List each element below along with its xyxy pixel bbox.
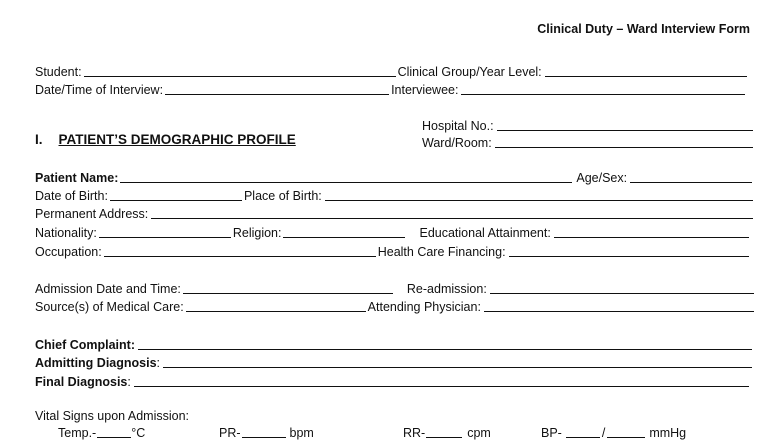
readmission-field[interactable]: [490, 281, 754, 294]
health-care-financing-label: Health Care Financing:: [377, 245, 506, 259]
final-diagnosis-row: [35, 373, 752, 389]
patient-name-row: [35, 169, 755, 185]
date-time-field[interactable]: [165, 82, 389, 95]
section-title: PATIENT’S DEMOGRAPHIC PROFILE: [58, 132, 296, 147]
religion-field[interactable]: [283, 225, 405, 238]
pr-unit: bpm: [289, 426, 314, 440]
place-of-birth-field[interactable]: [325, 188, 753, 201]
patient-name-field[interactable]: [120, 170, 572, 183]
interviewee-label: Interviewee:: [391, 83, 459, 97]
clinical-group-label: Clinical Group/Year Level:: [397, 65, 542, 79]
age-sex-label: Age/Sex:: [576, 171, 628, 185]
rr-unit: cpm: [467, 426, 491, 440]
bp-label: BP-: [541, 426, 562, 440]
nationality-label: Nationality:: [35, 226, 97, 240]
sources-medical-care-field[interactable]: [186, 299, 366, 312]
bp-unit: mmHg: [649, 426, 687, 440]
hospital-no-label: Hospital No.:: [422, 119, 494, 133]
admission-date-time-label: Admission Date and Time:: [35, 282, 181, 296]
section-heading: [35, 132, 296, 147]
admitting-diagnosis-field[interactable]: [163, 355, 752, 368]
chief-complaint-field[interactable]: [138, 337, 752, 350]
vitals-heading: Vital Signs upon Admission:: [35, 409, 190, 423]
final-diagnosis-label: Final Diagnosis: [35, 375, 128, 389]
admission-date-time-field[interactable]: [183, 281, 393, 294]
date-of-birth-field[interactable]: [110, 188, 242, 201]
occupation-field[interactable]: [104, 244, 376, 257]
form-title: Clinical Duty – Ward Interview Form: [537, 22, 750, 36]
chief-complaint-row: [35, 336, 755, 352]
sources-medical-care-label: Source(s) of Medical Care:: [35, 300, 184, 314]
place-of-birth-label: Place of Birth:: [243, 189, 322, 203]
birth-row: [35, 187, 756, 203]
permanent-address-label: Permanent Address:: [35, 207, 149, 221]
bp-diastolic-field[interactable]: [607, 425, 645, 438]
attending-physician-field[interactable]: [484, 299, 754, 312]
hospital-no-row: [422, 117, 756, 133]
ward-room-row: [422, 134, 756, 150]
hospital-no-field[interactable]: [497, 118, 753, 131]
final-diagnosis-colon: :: [127, 375, 131, 389]
ward-room-field[interactable]: [495, 135, 753, 148]
final-diagnosis-field[interactable]: [134, 374, 749, 387]
attending-physician-label: Attending Physician:: [367, 300, 481, 314]
pr-group: [219, 424, 314, 440]
admitting-diagnosis-label: Admitting Diagnosis: [35, 356, 157, 370]
interviewee-field[interactable]: [461, 82, 745, 95]
section-number: I.: [35, 132, 43, 147]
educational-attainment-label: Educational Attainment:: [419, 226, 551, 240]
age-sex-field[interactable]: [630, 170, 752, 183]
student-label: Student:: [35, 65, 82, 79]
rr-label: RR-: [403, 426, 426, 440]
occupation-label: Occupation:: [35, 245, 102, 259]
temp-label: Temp.-: [58, 426, 97, 440]
temp-unit: °C: [131, 426, 146, 440]
permanent-address-field[interactable]: [151, 206, 753, 219]
admitting-diagnosis-row: [35, 354, 755, 370]
temp-field[interactable]: [97, 425, 131, 438]
sources-row: [35, 298, 757, 314]
patient-name-label: Patient Name:: [35, 171, 119, 185]
temp-group: [58, 424, 145, 440]
admission-row: [35, 280, 757, 296]
chief-complaint-label: Chief Complaint:: [35, 338, 135, 352]
rr-field[interactable]: [426, 425, 462, 438]
nationality-field[interactable]: [99, 225, 231, 238]
date-time-row: [35, 81, 748, 97]
religion-label: Religion:: [232, 226, 282, 240]
vitals-heading-row: [35, 407, 189, 423]
student-field[interactable]: [84, 64, 396, 77]
pr-label: PR-: [219, 426, 241, 440]
pr-field[interactable]: [242, 425, 286, 438]
occupation-row: [35, 243, 752, 259]
clinical-group-field[interactable]: [545, 64, 747, 77]
bp-systolic-field[interactable]: [566, 425, 600, 438]
date-of-birth-label: Date of Birth:: [35, 189, 108, 203]
readmission-label: Re-admission:: [406, 282, 487, 296]
bp-separator: /: [601, 426, 606, 440]
bp-group: [541, 424, 686, 440]
rr-group: [403, 424, 491, 440]
date-time-label: Date/Time of Interview:: [35, 83, 164, 97]
health-care-financing-field[interactable]: [509, 244, 749, 257]
student-row: [35, 63, 750, 79]
educational-attainment-field[interactable]: [554, 225, 749, 238]
address-row: [35, 205, 756, 221]
nationality-row: [35, 224, 752, 240]
admitting-diagnosis-colon: :: [156, 356, 161, 370]
ward-room-label: Ward/Room:: [422, 136, 492, 150]
